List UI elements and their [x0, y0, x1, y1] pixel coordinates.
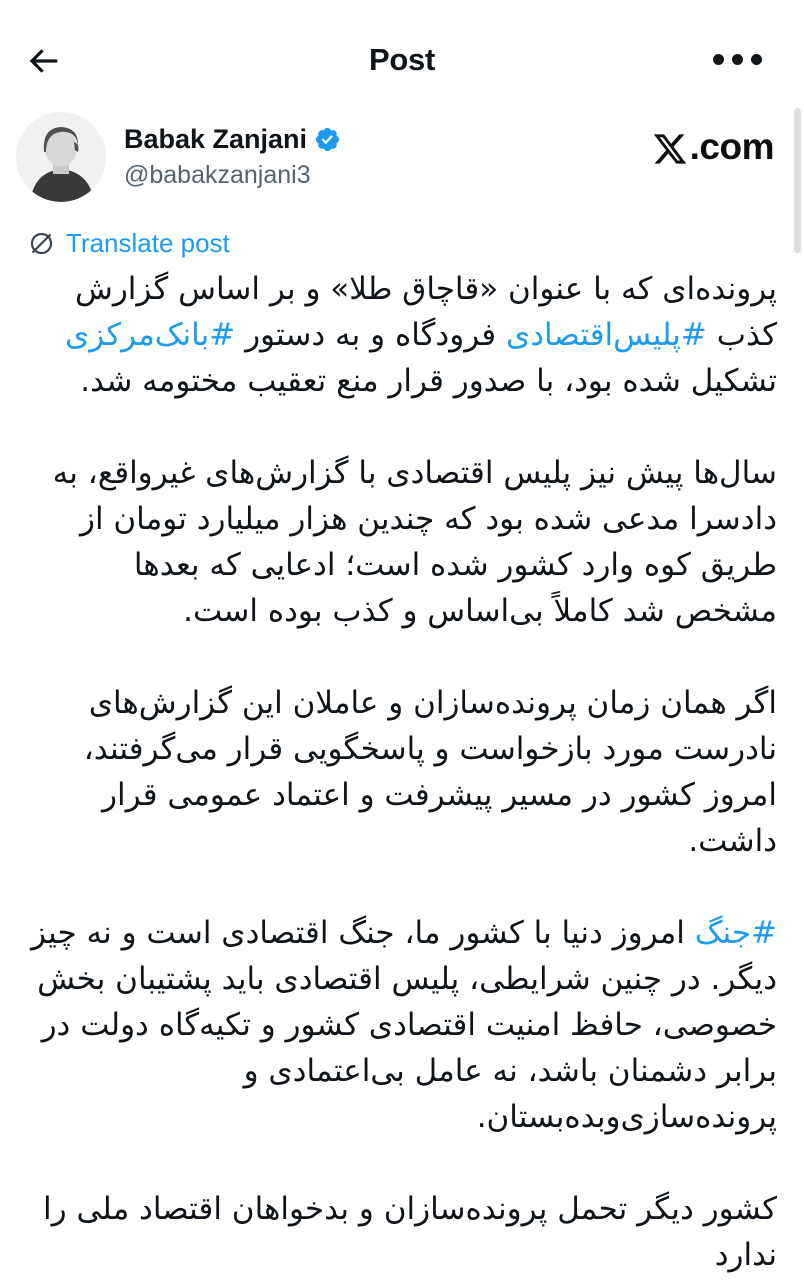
x-logo-icon — [652, 131, 688, 167]
hashtag-link[interactable]: #بانک‌مرکزی — [64, 317, 236, 353]
translate-icon — [28, 230, 55, 257]
post-text-segment: امروز دنیا با کشور ما، جنگ اقتصادی است و نه چیز دیگر. در چنین شرایطی، پلیس اقتصادی باید پشتیبان بخش خصوصی، حافظ امنیت اقتصادی کشور و تکیه‌گاه دولت در برابر دشمنان باشد، نه عامل بی‌اعتمادی و پرونده‌سازی‌وبده‌بستان. — [31, 915, 777, 1135]
post-text-segment: اگر همان زمان پرونده‌سازان و عاملان این گزارش‌های نادرست مورد بازخواست و پاسخگویی قرار می‌گرفتند، امروز کشور در مسیر پیشرفت و اعتماد عمومی قرار داشت. — [83, 685, 777, 859]
translate-label: Translate post — [66, 228, 230, 258]
hashtag-link[interactable]: #جنگ — [694, 915, 777, 951]
site-label: .com — [689, 126, 774, 167]
post-text-segment: تشکیل شده بود، با صدور قرار منع تعقیب مختومه شد. — [80, 363, 777, 399]
back-button[interactable] — [22, 40, 64, 82]
scrollbar-thumb[interactable] — [794, 108, 801, 253]
post-text-segment: کشور دیگر تحمل پرونده‌سازان و بدخواهان اقتصاد ملی را ندارد — [43, 1191, 777, 1273]
post-paragraph — [27, 266, 777, 404]
author-name-line[interactable] — [124, 122, 341, 156]
user-handle[interactable]: @babakzanjani3 — [124, 161, 311, 189]
post-text-segment: فرودگاه و به دستور — [235, 317, 506, 353]
post-paragraph — [27, 680, 777, 864]
dot-icon — [751, 54, 762, 65]
more-options-button[interactable] — [707, 48, 768, 71]
display-name[interactable]: Babak Zanjani — [124, 124, 308, 154]
hashtag-link[interactable]: #پلیس‌اقتصادی — [505, 317, 707, 353]
back-arrow-icon — [24, 42, 62, 80]
avatar[interactable] — [16, 112, 106, 202]
top-bar — [0, 0, 804, 104]
x-com-wordmark — [652, 126, 774, 168]
post-text-segment: پرونده‌ای که با عنوان «قاچاق طلا» و بر اساس گزارش کذب — [75, 271, 777, 353]
post-text-segment: سال‌ها پیش نیز پلیس اقتصادی با گزارش‌های غیرواقع، به دادسرا مدعی شده بود که چندین هزار میلیارد تومان از طریق کوه وارد کشور شده است؛ ادعایی که بعدها مشخص شد کاملاً بی‌اساس و کذب بوده است. — [52, 455, 777, 629]
author-row — [16, 112, 774, 208]
dot-icon — [732, 54, 743, 65]
post-text — [27, 266, 777, 1280]
dot-icon — [713, 54, 724, 65]
translate-post-link[interactable] — [28, 228, 230, 259]
page-title: Post — [369, 42, 435, 77]
author-name-block — [124, 122, 341, 192]
post-paragraph — [27, 1186, 777, 1278]
post-paragraph — [27, 450, 777, 634]
avatar-photo — [16, 112, 106, 202]
post-paragraph — [27, 910, 777, 1140]
verified-badge-icon — [314, 126, 341, 153]
